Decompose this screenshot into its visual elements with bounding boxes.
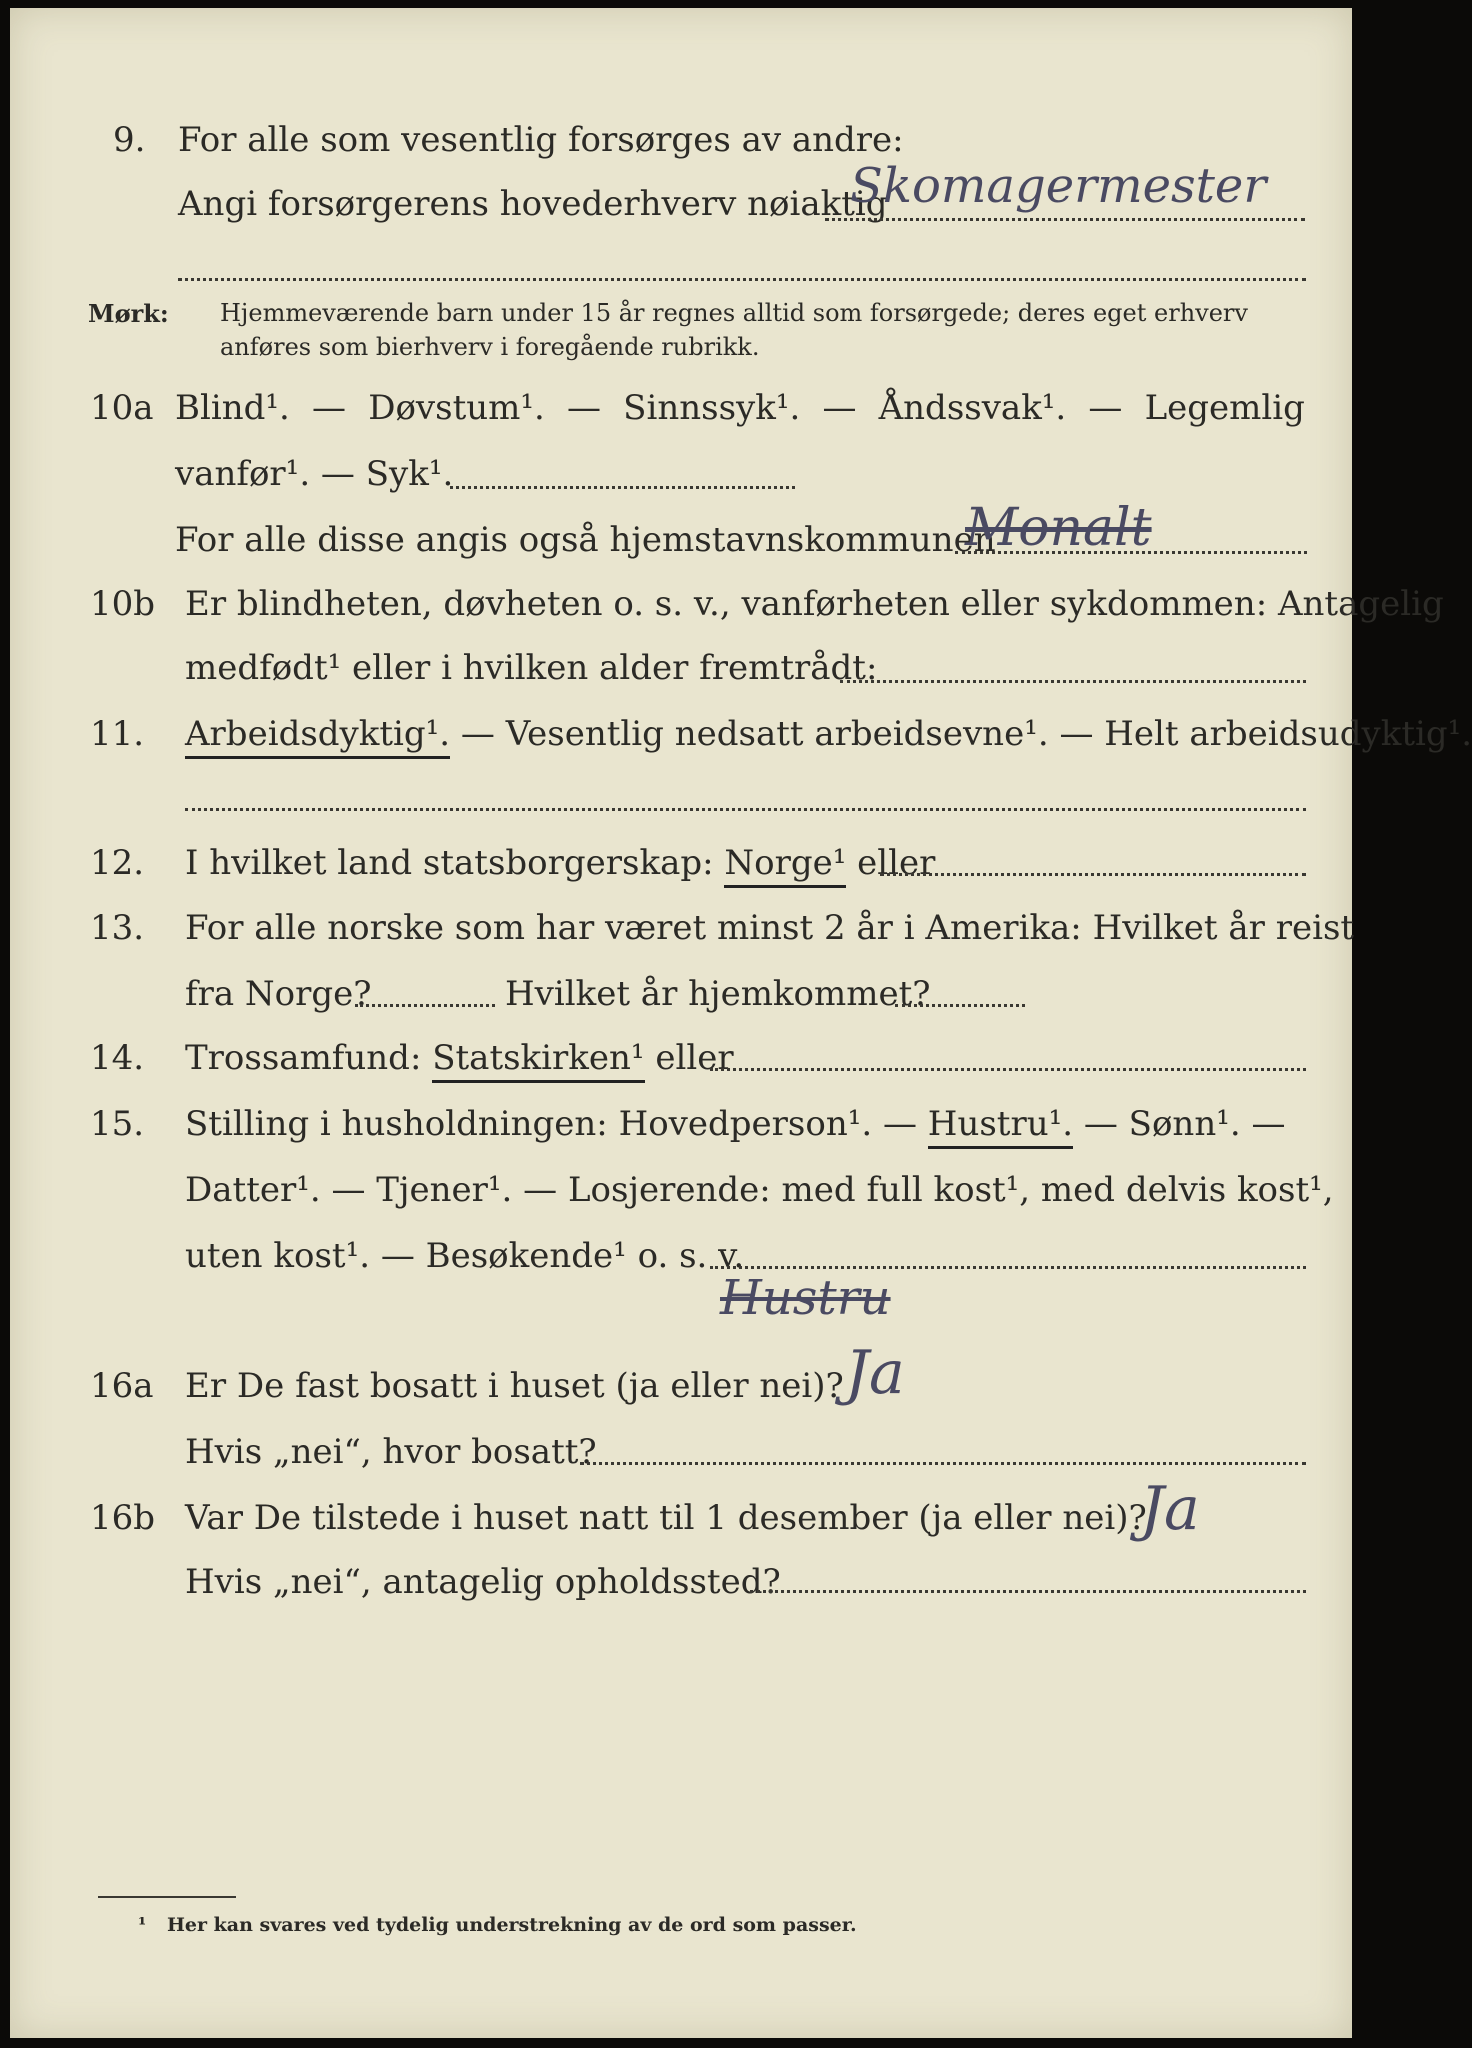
q9-text2: Angi forsørgerens hovederhverv nøiaktig — [178, 184, 888, 224]
q10a-opt-1: Blind¹. — [175, 388, 290, 428]
mork-text2: anføres som bierhverv i foregående rubrikk. — [220, 333, 760, 361]
q15-answer-handwritten: Hustru — [720, 1270, 891, 1326]
q12-answer-line — [880, 873, 1306, 876]
q14-text — [185, 1038, 734, 1078]
q10a-opt-3: Sinnssyk¹. — [623, 388, 801, 428]
q13-text1: For alle norske som har været minst 2 år i Amerika: Hvilket år reist — [185, 908, 1355, 948]
q13-reist-line — [355, 1004, 495, 1007]
q14-number: 14. — [90, 1038, 145, 1078]
q9-text1: For alle som vesentlig forsørges av andre: — [178, 120, 904, 160]
q16b-text1: Var De tilstede i huset natt til 1 desember (ja eller nei)? — [185, 1498, 1147, 1538]
q14-post: eller — [644, 1038, 734, 1078]
q10a-dash-2: — — [566, 388, 601, 428]
q13-text2a: fra Norge? — [185, 974, 372, 1014]
q14-answer-line — [710, 1068, 1306, 1071]
q11-number: 11. — [90, 714, 145, 754]
q15-text2: Datter¹. — Tjener¹. — Losjerende: med full kost¹, med delvis kost¹, — [185, 1170, 1334, 1210]
q12-number: 12. — [90, 843, 145, 883]
q15-text1 — [185, 1104, 1285, 1144]
q10a-syk-line — [450, 486, 795, 489]
q12-opt-underlined: Norge¹ — [724, 843, 846, 888]
q15-text1a: Stilling i husholdningen: Hovedperson¹. — — [185, 1104, 928, 1144]
q16b-answer-handwritten: Ja — [1140, 1474, 1200, 1544]
q10b-number: 10b — [90, 584, 156, 624]
q10b-answer-line — [840, 680, 1306, 683]
q16a-text2: Hvis „nei“, hvor bosatt? — [185, 1432, 597, 1472]
q13-number: 13. — [90, 908, 145, 948]
q16b-number: 16b — [90, 1498, 156, 1538]
q10a-opt-4: Åndssvak¹. — [878, 388, 1067, 428]
q10b-text1: Er blindheten, døvheten o. s. v., vanførheten eller sykdommen: Antagelig — [185, 584, 1444, 624]
q16a-answer-line — [580, 1462, 1306, 1465]
q16a-answer-handwritten: Ja — [845, 1338, 905, 1408]
q9-extra-line — [178, 278, 1306, 281]
q16a-number: 16a — [90, 1366, 154, 1406]
q10a-dash-4: — — [1088, 388, 1123, 428]
q10a-opt-5: Legemlig — [1144, 388, 1305, 428]
q16b-text2: Hvis „nei“, antagelig opholdssted? — [185, 1562, 781, 1602]
q16b-answer-line — [750, 1590, 1306, 1593]
q12-pre: I hvilket land statsborgerskap: — [185, 843, 725, 883]
q10a-text2: vanfør¹. — Syk¹. — [175, 454, 454, 494]
footnote — [138, 1914, 857, 1936]
q14-opt-underlined: Statskirken¹ — [432, 1038, 644, 1083]
footnote-rule — [98, 1896, 236, 1898]
census-form-page — [10, 8, 1472, 2038]
q14-pre: Trossamfund: — [185, 1038, 433, 1078]
footnote-mark: ¹ — [138, 1914, 147, 1936]
q16a-text1: Er De fast bosatt i huset (ja eller nei)? — [185, 1366, 844, 1406]
q15-text1c: — Sønn¹. — — [1073, 1104, 1286, 1144]
q9-number: 9. — [113, 120, 146, 160]
q15-opt-underlined: Hustru¹. — [928, 1104, 1073, 1149]
q13-text2b: Hvilket år hjemkommet? — [505, 974, 931, 1014]
q15-text3: uten kost¹. — Besøkende¹ o. s. v. — [185, 1236, 745, 1276]
q10b-text2: medfødt¹ eller i hvilken alder fremtrådt: — [185, 648, 878, 688]
q10a-number: 10a — [90, 388, 154, 428]
q12-post: eller — [846, 843, 936, 883]
q13-hjem-line — [895, 1004, 1025, 1007]
q12-text — [185, 843, 935, 883]
q11-text — [185, 714, 1472, 754]
q10a-options — [175, 388, 1305, 428]
q9-answer-handwritten: Skomagermester — [850, 158, 1267, 214]
q9-answer-line — [825, 218, 1305, 221]
q10a-opt-2: Døvstum¹. — [368, 388, 545, 428]
mork-label: Mørk: — [88, 299, 169, 328]
q11-rest: — Vesentlig nedsatt arbeidsevne¹. — Helt arbeidsudyktig¹. — [450, 714, 1472, 754]
mork-text1: Hjemmeværende barn under 15 år regnes alltid som forsørgede; deres eget erhverv — [220, 299, 1248, 327]
q10a-text3: For alle disse angis også hjemstavnskommunen — [175, 520, 996, 560]
q15-number: 15. — [90, 1104, 145, 1144]
q11-opt-underlined: Arbeidsdyktig¹. — [185, 714, 450, 759]
q10a-dash-3: — — [822, 388, 857, 428]
footnote-text: Her kan svares ved tydelig understrekning av de ord som passer. — [166, 1914, 857, 1936]
q15-answer-line — [710, 1266, 1306, 1269]
q10a-dash-1: — — [312, 388, 347, 428]
q10a-answer-handwritten: Monalt — [965, 498, 1152, 558]
q11-extra-line — [185, 808, 1306, 811]
